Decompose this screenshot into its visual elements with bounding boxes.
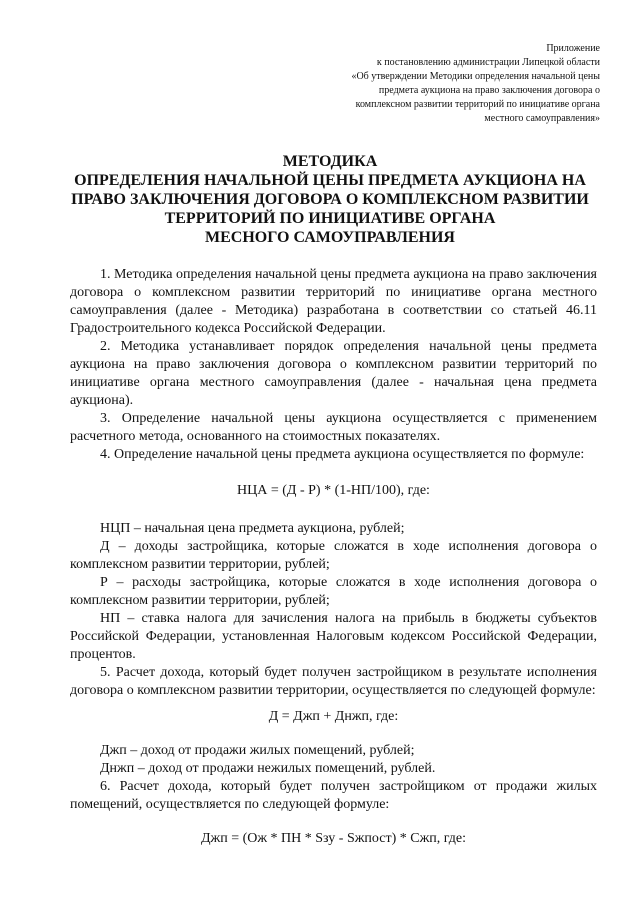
definition-dnjp: Днжп – доход от продажи нежилых помещений, рублей. — [100, 761, 436, 776]
document-title — [60, 152, 600, 247]
title-line: ПРАВО ЗАКЛЮЧЕНИЯ ДОГОВОРА О КОМПЛЕКСНОМ РАЗВИТИИ — [71, 191, 589, 208]
annex-header — [270, 42, 600, 126]
annex-line: Приложение — [546, 43, 600, 54]
paragraph-2: 2. Методика устанавливает порядок определения начальной цены предмета аукциона на право заключения договора о комплексном развитии территорий по инициативе органа местного самоуправления (далее - начальная цена предмета аукциона). — [70, 339, 597, 408]
annex-line: к постановлению администрации Липецкой области — [376, 57, 600, 68]
definition-d: Д – доходы застройщика, которые сложатся в ходе исполнения договора о комплексном развитии территории, рублей; — [70, 539, 597, 572]
annex-line: предмета аукциона на право заключения договора о — [378, 85, 600, 96]
definition-np: НП – ставка налога для зачисления налога на прибыль в бюджеты субъектов Российской Федерации, установленная Налоговым кодексом Российской Федерации, процентов. — [70, 611, 597, 662]
title-line: ОПРЕДЕЛЕНИЯ НАЧАЛЬНОЙ ЦЕНЫ ПРЕДМЕТА АУКЦИОНА НА — [74, 172, 586, 189]
definition-djp: Джп – доход от продажи жилых помещений, рублей; — [100, 743, 415, 758]
paragraph-1: 1. Методика определения начальной цены предмета аукциона на право заключения договора о комплексном развитии территорий по инициативе органа местного самоуправления (далее - Методика) разработана в соответствии со статьей 46.11 Градостроительного кодекса Российской Федерации. — [70, 267, 597, 336]
title-line: МЕСНОГО САМОУПРАВЛЕНИЯ — [205, 229, 455, 246]
paragraph-6: 6. Расчет дохода, который будет получен застройщиком от продажи жилых помещений, осуществляется по следующей формуле: — [70, 779, 597, 812]
formula-residential-income: Джп = (Ож * ПН * Sзу - Sжпост) * Сжп, где: — [200, 831, 467, 846]
paragraph-3: 3. Определение начальной цены аукциона осуществляется с применением расчетного метода, основанного на стоимостных показателях. — [70, 411, 597, 444]
definition-ncp: НЦП – начальная цена предмета аукциона, рублей; — [100, 521, 405, 536]
annex-line: местного самоуправления» — [484, 113, 600, 124]
paragraph-5: 5. Расчет дохода, который будет получен застройщиком в результате исполнения договора о комплексном развитии территории, осуществляется по следующей формуле: — [70, 665, 597, 698]
definition-r: Р – расходы застройщика, которые сложатся в ходе исполнения договора о комплексном развитии территории, рублей; — [70, 575, 597, 608]
annex-line: комплексном развитии территорий по инициативе органа — [355, 99, 600, 110]
title-line: ТЕРРИТОРИЙ ПО ИНИЦИАТИВЕ ОРГАНА — [164, 210, 496, 227]
formula-income: Д = Джп + Днжп, где: — [268, 709, 399, 724]
formula-initial-price: НЦА = (Д - Р) * (1-НП/100), где: — [237, 483, 430, 498]
title-line: МЕТОДИКА — [282, 153, 378, 170]
paragraph-4: 4. Определение начальной цены предмета аукциона осуществляется по формуле: — [100, 447, 585, 462]
annex-line: «Об утверждении Методики определения начальной цены — [351, 71, 600, 82]
document-body — [70, 266, 597, 848]
